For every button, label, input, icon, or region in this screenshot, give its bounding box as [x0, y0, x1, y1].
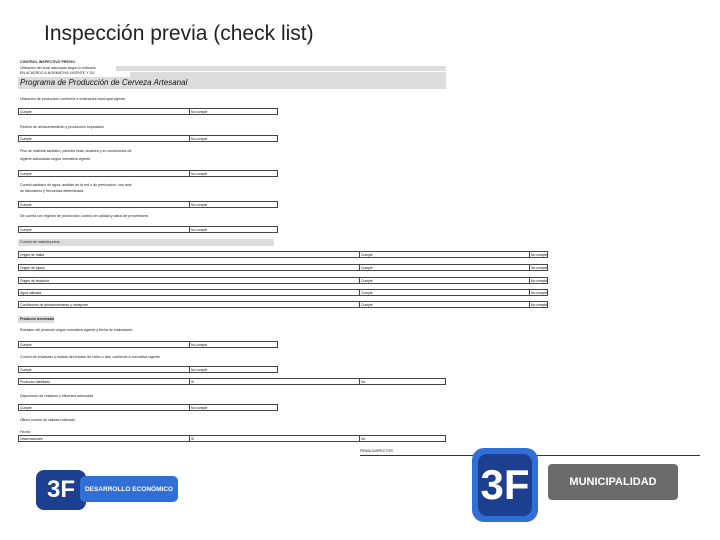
cumple-label: Cumple — [20, 110, 32, 114]
product-row-6[interactable] — [18, 435, 446, 442]
no-cumple-label: No cumple — [531, 253, 548, 257]
item-row-4[interactable] — [18, 289, 548, 296]
signature-label: FIRMA INSPECTOR — [360, 449, 393, 453]
answer-row-5[interactable] — [18, 226, 278, 233]
product-row-4[interactable] — [18, 404, 278, 411]
item-label: Origen de levadura — [20, 279, 49, 283]
item-label: Origen de malta — [20, 253, 45, 257]
no-cumple-label: No cumple — [531, 303, 548, 307]
no-cumple-label: No cumple — [191, 343, 208, 347]
page-title: Inspección previa (check list) — [44, 22, 314, 45]
question-4a: Control sanitario de agua: análisis de la red o de perforación, con aval — [20, 183, 132, 187]
right-logo — [468, 446, 688, 526]
no-cumple-label: No cumple — [191, 172, 208, 176]
cumple-label: Cumple — [20, 406, 32, 410]
no-cumple-label: No cumple — [191, 406, 208, 410]
cumple-label: Cumple — [20, 368, 32, 372]
product-title: Producto terminado — [20, 317, 55, 321]
question-6: Control de materia prima — [20, 240, 60, 244]
product-row-1[interactable] — [18, 341, 278, 348]
answer-row-2[interactable] — [18, 135, 278, 142]
cumple-label: Cumple — [361, 291, 373, 295]
cumple-label: Cumple — [361, 303, 373, 307]
left-logo — [30, 464, 180, 516]
cumple-label: Cumple — [20, 172, 32, 176]
no-cumple-label: No cumple — [191, 110, 208, 114]
left-logo-text: DESARROLLO ECONÓMICO — [84, 485, 174, 493]
item-row-1[interactable] — [18, 251, 548, 258]
product-question-2: Control de envasado y estado del envase de vidrio o lata, conforme a normativa vigente — [20, 355, 160, 359]
right-logo-mark: 3F — [480, 461, 530, 508]
program-label: Programa de Producción de Cerveza Artesanal — [20, 78, 188, 87]
item-row-5[interactable] — [18, 301, 548, 308]
product-row-2[interactable] — [18, 366, 278, 373]
item-label: Condiciones de almacenamiento y transporte — [20, 303, 89, 307]
left-logo-mark: 3F — [46, 476, 75, 503]
si-label: Sí — [191, 437, 195, 441]
cumple-label: Cumple — [20, 228, 32, 232]
item-label: Origen de lúpulo — [20, 266, 45, 270]
question-3b: higiene adecuadas según normativa vigente — [20, 157, 91, 161]
header-line-2: Ubicación del local adecuado según lo indicado — [20, 66, 96, 70]
product-question-4: Disposición de residuos y efluentes adecuada — [20, 394, 94, 398]
no-cumple-label: No cumple — [531, 279, 548, 283]
question-1: Ubicación de producción conforme a ordenanza municipal vigente — [20, 97, 126, 101]
observaciones-label: Observaciones — [20, 437, 43, 441]
question-3a: Piso de material sanitario, paredes lisas, lavables y en condiciones de — [20, 149, 132, 153]
item-label: Agua utilizada — [20, 291, 42, 295]
no-label: No — [361, 437, 366, 441]
cumple-label: Cumple — [20, 137, 32, 141]
header-bar — [116, 66, 446, 71]
product-question-5: Último control de calidad realizado — [20, 418, 75, 422]
no-cumple-label: No cumple — [531, 291, 548, 295]
header-line-1: CONTROL INSPECTIVO PREVIO — [20, 60, 76, 64]
answer-row-3[interactable] — [18, 170, 278, 177]
item-row-2[interactable] — [18, 264, 548, 271]
cumple-label: Cumple — [361, 253, 373, 257]
no-cumple-label: No cumple — [191, 228, 208, 232]
product-question-3: Productor habilitado — [20, 380, 51, 384]
product-field-fecha: Fecha — [20, 430, 30, 434]
no-label: No — [361, 380, 366, 384]
header-line-3: EN ACUERDO A NORMATIVA VIGENTE Y SU — [20, 71, 95, 75]
answer-row-4[interactable] — [18, 201, 278, 208]
question-4b: de laboratorio y frecuencia determinada — [20, 189, 84, 193]
question-5: Se cuenta con registro de producción, control de calidad y datos de proveedores — [20, 214, 149, 218]
no-cumple-label: No cumple — [191, 368, 208, 372]
question-2: Recinto de almacenamiento y producción separados — [20, 125, 104, 129]
cumple-label: Cumple — [20, 343, 32, 347]
item-row-3[interactable] — [18, 277, 548, 284]
product-question-1: Rotulado del producto según normativa vigente y fecha de elaboración — [20, 328, 133, 332]
right-logo-text: MUNICIPALIDAD — [569, 476, 657, 488]
cumple-label: Cumple — [361, 279, 373, 283]
si-label: Sí — [191, 380, 195, 384]
cumple-label: Cumple — [20, 203, 32, 207]
product-row-3[interactable] — [18, 378, 446, 385]
cumple-label: Cumple — [361, 266, 373, 270]
answer-row-1[interactable] — [18, 108, 278, 115]
no-cumple-label: No cumple — [191, 137, 208, 141]
no-cumple-label: No cumple — [191, 203, 208, 207]
no-cumple-label: No cumple — [531, 266, 548, 270]
